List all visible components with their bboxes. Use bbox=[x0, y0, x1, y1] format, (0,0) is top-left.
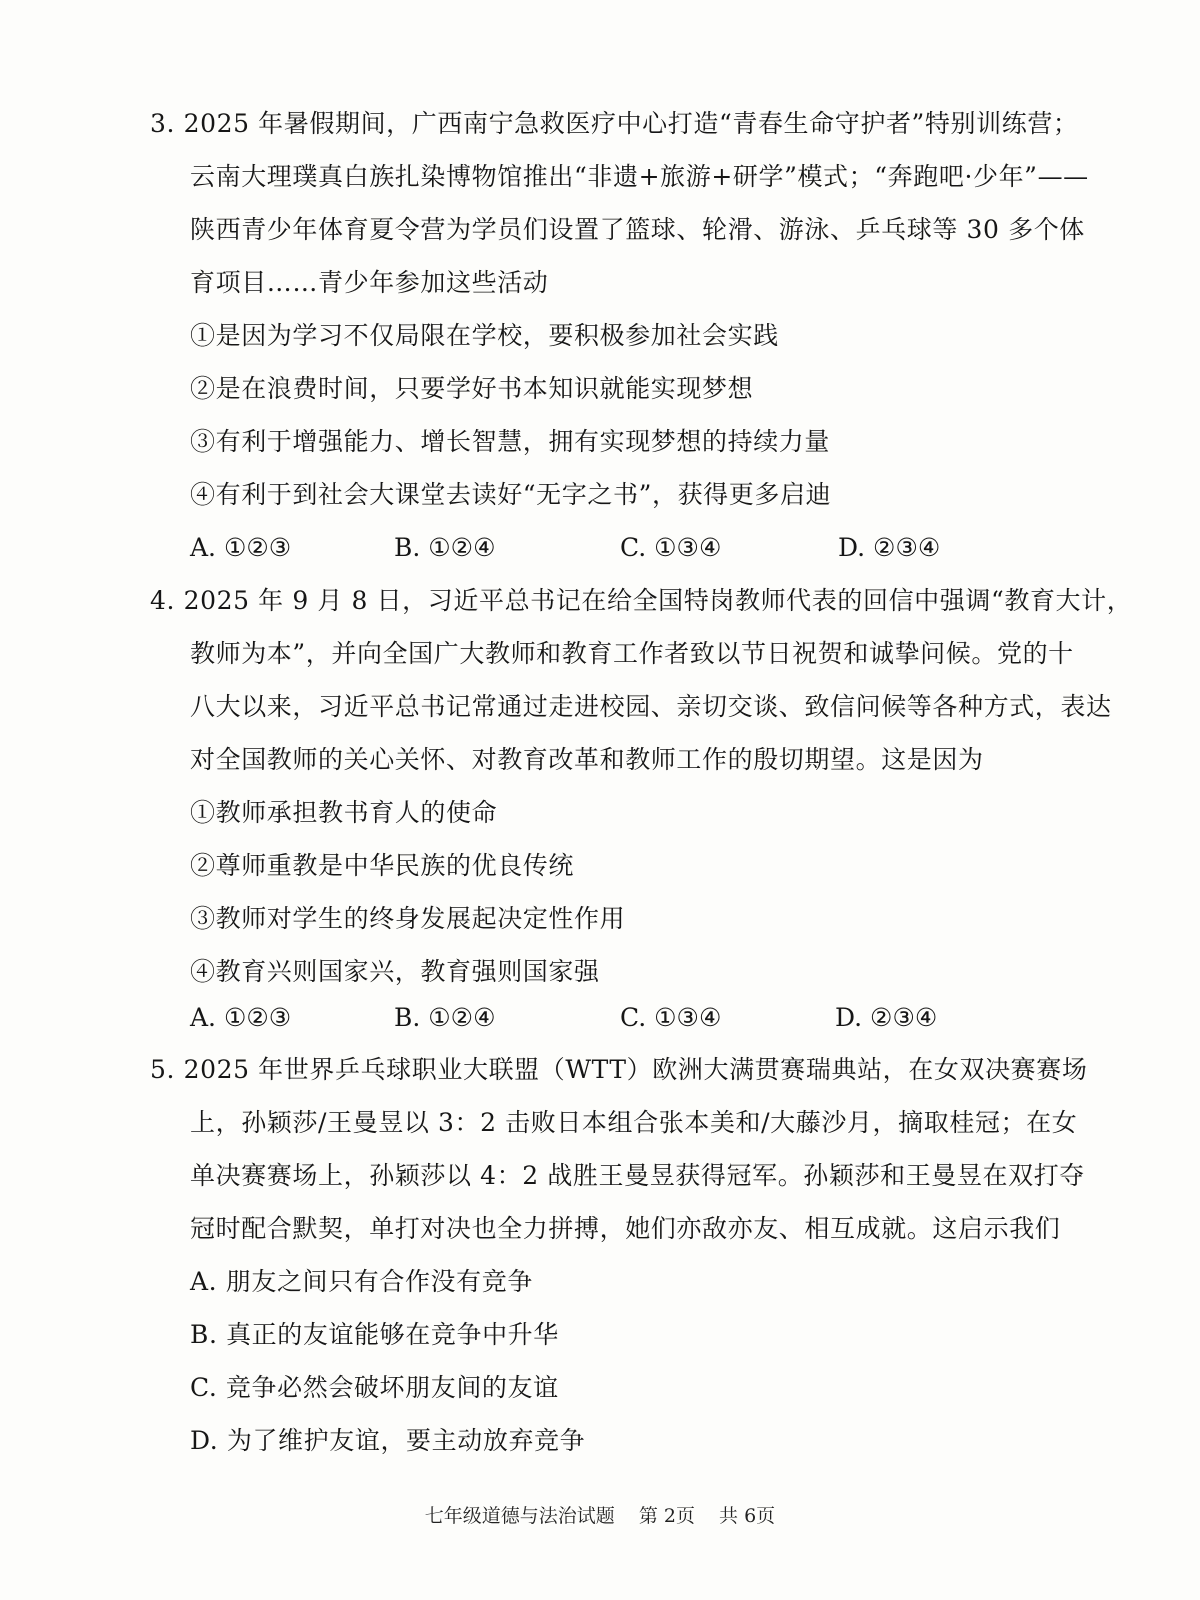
question-3-statement-1: ①是因为学习不仅局限在学校，要积极参加社会实践 bbox=[190, 321, 779, 350]
question-4-option-a: A. ①②③ bbox=[190, 1003, 292, 1032]
question-4-stem-line: 八大以来，习近平总书记常通过走进校园、亲切交谈、致信问候等各种方式，表达 bbox=[190, 692, 1112, 721]
question-5-stem-line: 单决赛赛场上，孙颖莎以 4：2 战胜王曼昱获得冠军。孙颖莎和王曼昱在双打夺 bbox=[190, 1161, 1085, 1190]
question-5-option-b: B. 真正的友谊能够在竞争中升华 bbox=[190, 1320, 559, 1349]
question-5-option-c: C. 竞争必然会破坏朋友间的友谊 bbox=[190, 1373, 559, 1402]
question-5-option-d: D. 为了维护友谊，要主动放弃竞争 bbox=[190, 1426, 586, 1455]
question-5-stem-line: 上，孙颖莎/王曼昱以 3：2 击败日本组合张本美和/大藤沙月，摘取桂冠；在女 bbox=[190, 1108, 1078, 1137]
question-3-option-a: A. ①②③ bbox=[190, 533, 292, 562]
question-5-stem-line: 5. 2025 年世界乒乓球职业大联盟（WTT）欧洲大满贯赛瑞典站，在女双决赛赛场 bbox=[150, 1055, 1088, 1084]
question-4-statement-4: ④教育兴则国家兴，教育强则国家强 bbox=[190, 957, 600, 986]
question-4-statement-2: ②尊师重教是中华民族的优良传统 bbox=[190, 851, 575, 880]
question-3-option-d: D. ②③④ bbox=[838, 533, 941, 562]
footer-page-number: 第 2页 bbox=[638, 1505, 695, 1527]
question-3-stem-line: 育项目……青少年参加这些活动 bbox=[190, 268, 549, 297]
footer-total-pages: 共 6页 bbox=[719, 1505, 776, 1527]
question-3-stem-line: 云南大理璞真白族扎染博物馆推出“非遗+旅游+研学”模式；“奔跑吧·少年”—— bbox=[190, 162, 1089, 191]
question-4-stem-line: 教师为本”，并向全国广大教师和教育工作者致以节日祝贺和诚挚问候。党的十 bbox=[190, 639, 1074, 668]
question-4-statement-3: ③教师对学生的终身发展起决定性作用 bbox=[190, 904, 626, 933]
question-3-statement-3: ③有利于增强能力、增长智慧，拥有实现梦想的持续力量 bbox=[190, 427, 831, 456]
question-4-option-c: C. ①③④ bbox=[620, 1003, 722, 1032]
question-3-statement-2: ②是在浪费时间，只要学好书本知识就能实现梦想 bbox=[190, 374, 754, 403]
question-4-option-d: D. ②③④ bbox=[835, 1003, 938, 1032]
question-3-statement-4: ④有利于到社会大课堂去读好“无字之书”，获得更多启迪 bbox=[190, 480, 832, 509]
question-3-stem-line: 陕西青少年体育夏令营为学员们设置了篮球、轮滑、游泳、乒乓球等 30 多个体 bbox=[190, 215, 1085, 244]
question-3-stem-line: 3. 2025 年暑假期间，广西南宁急救医疗中心打造“青春生命守护者”特别训练营； bbox=[150, 109, 1079, 138]
question-3-option-c: C. ①③④ bbox=[620, 533, 722, 562]
question-4-stem-line: 4. 2025 年 9 月 8 日，习近平总书记在给全国特岗教师代表的回信中强调“教育大计， bbox=[150, 586, 1133, 615]
question-5-option-a: A. 朋友之间只有合作没有竞争 bbox=[190, 1267, 533, 1296]
question-4-statement-1: ①教师承担教书育人的使命 bbox=[190, 798, 498, 827]
page-footer bbox=[0, 1504, 1200, 1528]
footer-subject: 七年级道德与法治试题 bbox=[424, 1505, 615, 1527]
question-3-option-b: B. ①②④ bbox=[394, 533, 496, 562]
question-4-stem-line: 对全国教师的关心关怀、对教育改革和教师工作的殷切期望。这是因为 bbox=[190, 745, 984, 774]
question-5-stem-line: 冠时配合默契，单打对决也全力拼搏，她们亦敌亦友、相互成就。这启示我们 bbox=[190, 1214, 1061, 1243]
question-4-option-b: B. ①②④ bbox=[394, 1003, 496, 1032]
